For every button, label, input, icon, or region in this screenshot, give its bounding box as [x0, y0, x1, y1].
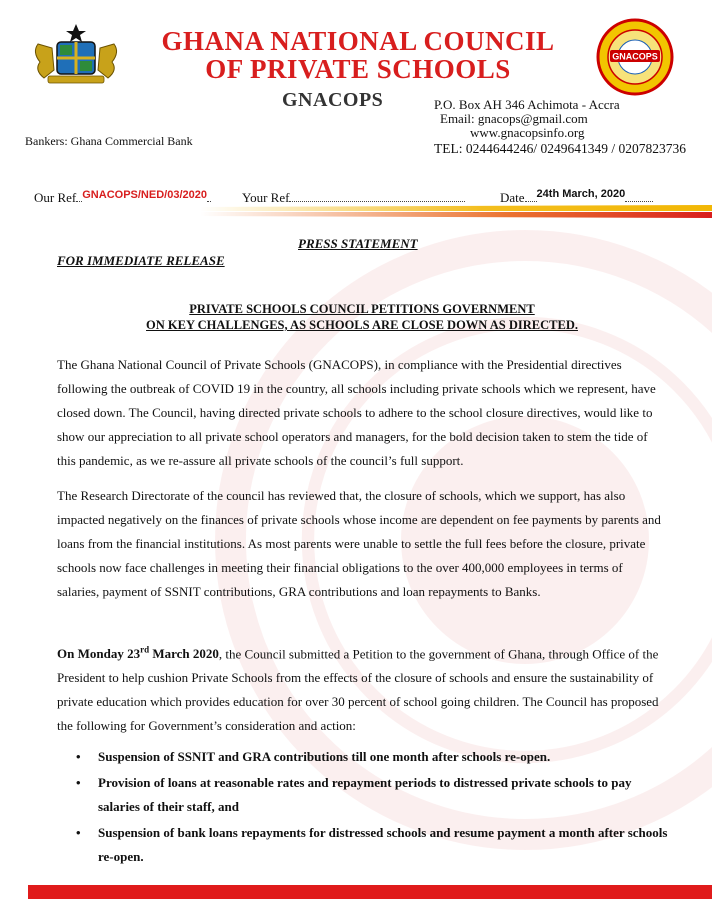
petition-date: On Monday 23rd March 2020 — [57, 645, 219, 662]
paragraph-3-text: , the Council submitted a Petition to the government of Ghana, through Office of the President to help cushion Private Schools from the effects of the closure of schools and ensure the sustainability of private education which provides education for over 30 percent of school going children. The Council has proposed the following for Government’s consideration and action: — [57, 646, 659, 734]
date-value: 24th March, 2020 — [536, 188, 626, 200]
bullet-icon: • — [76, 825, 81, 840]
list-item: • Suspension of bank loans repayments for distressed schools and resume payment a month after schools re-open. — [76, 821, 676, 869]
header-color-stripe — [0, 205, 712, 225]
your-ref-label: Your Ref — [242, 190, 290, 205]
list-item: • Suspension of SSNIT and GRA contributions till one month after schools re-open. — [76, 745, 676, 769]
logo-text: GNACOPS — [612, 51, 658, 62]
your-ref — [242, 190, 465, 206]
paragraph-2: The Research Directorate of the council has reviewed that, the closure of schools, which we support, has also impacted negatively on the finances of private schools whose income are dependent on fee payments by parents and loans from the financial institutions. As most parents were unable to settle the full fees before the closure, private schools now face challenges in meeting their financial obligations to the over 400,000 employees in terms of salaries, payment of SSNIT contributions, GRA contributions and loan repayments to Banks. — [57, 488, 661, 599]
our-ref-value: GNACOPS/NED/03/2020 — [82, 189, 207, 201]
po-box: P.O. Box AH 346 Achimota - Accra — [434, 97, 620, 112]
bullet-icon: • — [76, 749, 81, 764]
acronym-heading: GNACOPS — [282, 89, 384, 111]
statement-headline — [60, 301, 664, 333]
email-address: Email: gnacops@gmail.com — [440, 111, 588, 126]
telephone-numbers: TEL: 0244644246/ 0249641349 / 0207823736 — [434, 141, 686, 156]
our-ref-label: Our Ref — [34, 190, 77, 205]
our-ref — [34, 190, 211, 206]
date-field — [500, 190, 653, 206]
list-item: • Provision of loans at reasonable rates and repayment periods to distressed private schools to pay salaries of their staff, and — [76, 771, 676, 819]
date-label: Date — [500, 190, 525, 205]
bullet-icon: • — [76, 775, 81, 790]
press-statement-heading: PRESS STATEMENT — [298, 236, 418, 251]
paragraph-1: The Ghana National Council of Private Schools (GNACOPS), in compliance with the Presidential directives following the outbreak of COVID 19 in the country, all schools including private schools which we represent, have closed down. The Council, having directed private schools to adhere to the school closure directives, would like to show our appreciation to all private school operators and managers, for the bold decision taken to stem the tide of this pandemic, as we re-assure all private schools of the council’s full support. — [57, 357, 656, 468]
ghana-coat-of-arms-icon — [30, 22, 122, 86]
headline-line2: ON KEY CHALLENGES, AS SCHOOLS ARE CLOSE DOWN AS DIRECTED. — [146, 318, 578, 332]
footer-red-bar — [28, 885, 712, 899]
council-title-line2: OF PRIVATE SCHOOLS — [205, 54, 511, 84]
immediate-release-label: FOR IMMEDIATE RELEASE — [57, 253, 225, 268]
gnacops-logo-icon — [596, 18, 674, 96]
bankers-line: Bankers: Ghana Commercial Bank — [25, 134, 193, 148]
council-title-line1: GHANA NATIONAL COUNCIL — [161, 26, 555, 56]
paragraph-3 — [57, 638, 665, 738]
proposal-list — [76, 745, 676, 871]
website: www.gnacopsinfo.org — [470, 125, 585, 140]
headline-line1: PRIVATE SCHOOLS COUNCIL PETITIONS GOVERNMENT — [189, 302, 535, 316]
